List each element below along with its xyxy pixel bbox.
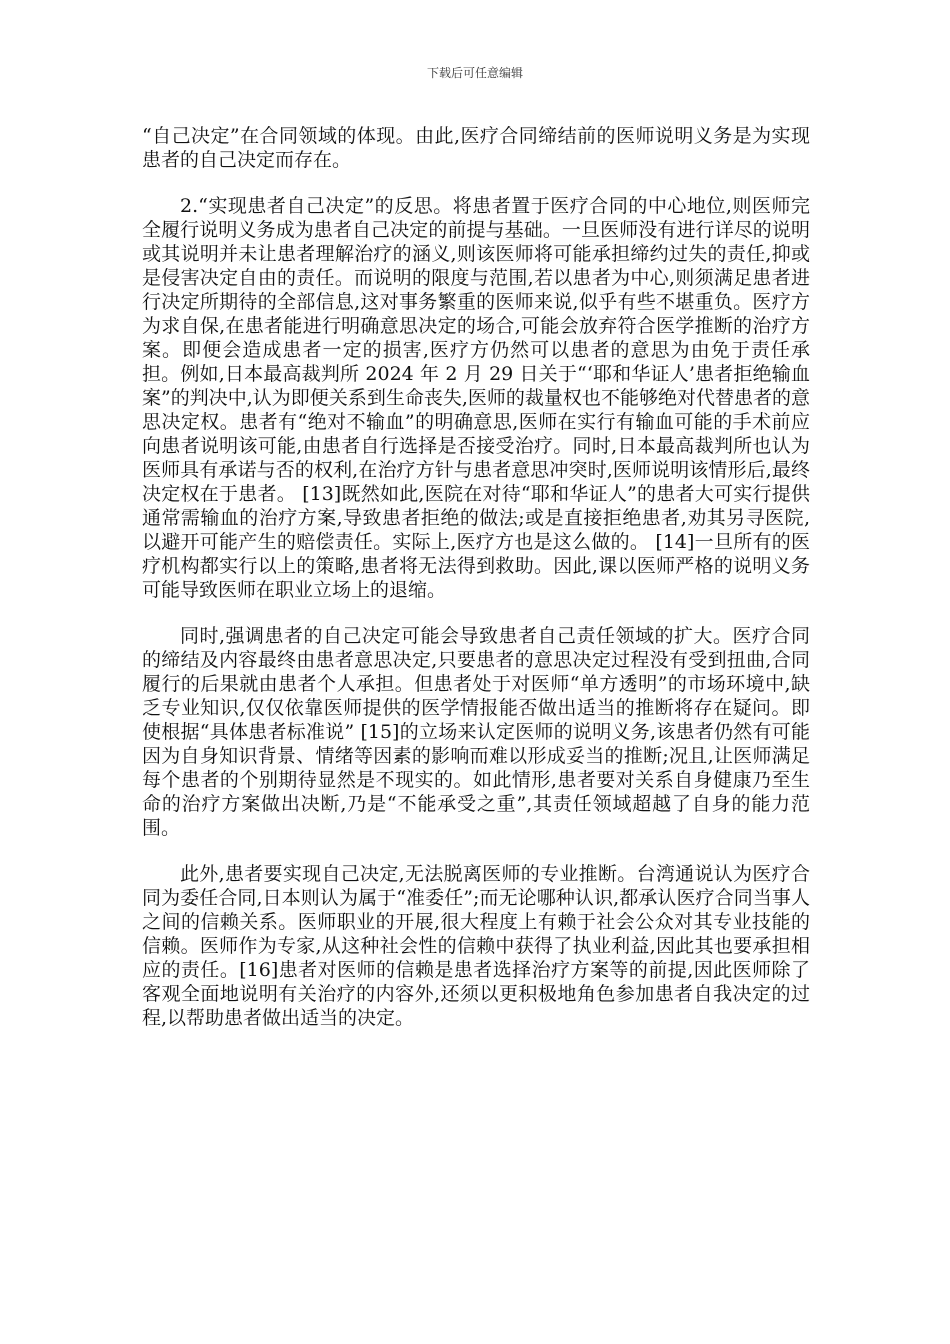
document-body <box>142 124 810 1030</box>
paragraph-reflection: 2.“实现患者自己决定”的反思。将患者置于医疗合同的中心地位,则医师完全履行说明义务成为患者自己决定的前提与基础。一旦医师没有进行详尽的说明或其说明并未让患者理解治疗的涵义,则该医师将可能承担缔约过失的责任,抑或是侵害决定自由的责任。而说明的限度与范围,若以患者为中心,则须满足患者进行决定所期待的全部信息,这对事务繁重的医师来说,似乎有些不堪重负。医疗方为求自保,在患者能进行明确意思决定的场合,可能会放弃符合医学推断的治疗方案。即便会造成患者一定的损害,医疗方仍然可以患者的意思为由免于责任承担。例如,日本最高裁判所 2024 年 2 月 29 日关于“‘耶和华证人’患者拒绝输血案”的判决中,认为即便关系到生命丧失,医师的裁量权也不能够绝对代替患者的意思决定权。患者有“绝对不输血”的明确意思,医师在实行有输血可能的手术前应向患者说明该可能,由患者自行选择是否接受治疗。同时,日本最高裁判所也认为医师具有承诺与否的权利,在治疗方针与患者意思冲突时,医师说明该情形后,最终决定权在于患者。 [13]既然如此,医院在对待“耶和华证人”的患者大可实行提供通常需输血的治疗方案,导致患者拒绝的做法;或是直接拒绝患者,劝其另寻医院,以避开可能产生的赔偿责任。实际上,医疗方也是这么做的。 [14]一旦所有的医疗机构都实行以上的策略,患者将无法得到救助。因此,课以医师严格的说明义务可能导致医师在职业立场上的退缩。 <box>142 195 810 601</box>
page-header: 下载后可任意编辑 <box>426 66 523 80</box>
paragraph-trust: 此外,患者要实现自己决定,无法脱离医师的专业推断。台湾通说认为医疗合同为委任合同,日本则认为属于“准委任”;而无论哪种认识,都承认医疗合同当事人之间的信赖关系。医师职业的开展,很大程度上有赖于社会公众对其专业技能的信赖。医师作为专家,从这种社会性的信赖中获得了执业利益,因此其也要承担相应的责任。[16]患者对医师的信赖是患者选择治疗方案等的前提,因此医师除了客观全面地说明有关治疗的内容外,还须以更积极地角色参加患者自我决定的过程,以帮助患者做出适当的决定。 <box>142 863 810 1029</box>
paragraph-responsibility: 同时,强调患者的自己决定可能会导致患者自己责任领域的扩大。医疗合同的缔结及内容最终由患者意思决定,只要患者的意思决定过程没有受到扭曲,合同履行的后果就由患者个人承担。但患者处于对医师“单方透明”的市场环境中,缺乏专业知识,仅仅依靠医师提供的医学情报能否做出适当的推断将存在疑问。即使根据“具体患者标准说” [15]的立场来认定医师的说明义务,该患者仍然有可能因为自身知识背景、情绪等因素的影响而难以形成妥当的推断;况且,让医师满足每个患者的个别期待显然是不现实的。如此情形,患者要对关系自身健康乃至生命的治疗方案做出决断,乃是“不能承受之重”,其责任领域超越了自身的能力范围。 <box>142 625 810 839</box>
paragraph-continuation: “自己决定”在合同领域的体现。由此,医疗合同缔结前的医师说明义务是为实现患者的自己决定而存在。 <box>142 125 810 171</box>
